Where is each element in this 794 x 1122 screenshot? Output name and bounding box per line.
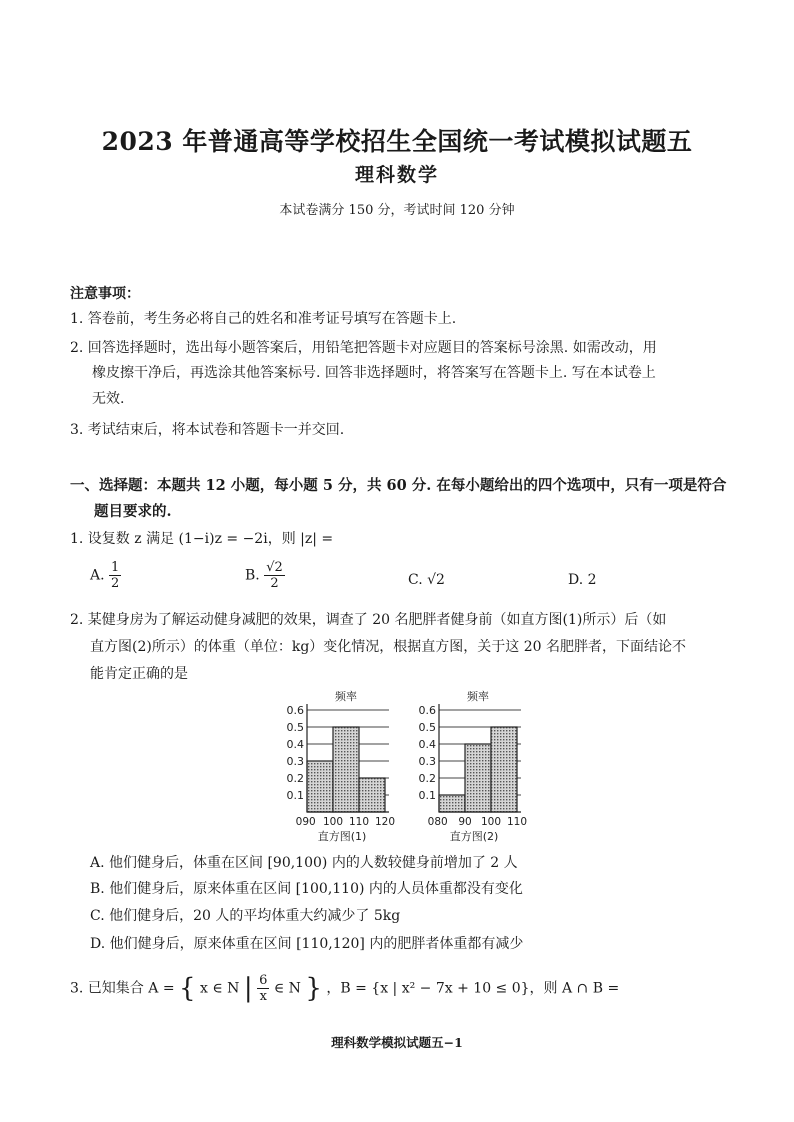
notice-heading: 注意事项：	[70, 286, 140, 302]
option-a-denominator: 2	[111, 576, 120, 591]
x-tick-label: 100	[480, 816, 502, 828]
x-tick-label: 120	[374, 816, 396, 828]
exam-meta: 本试卷满分 150 分，考试时间 120 分钟	[279, 203, 515, 218]
page-footer: 理科数学模拟试题五−1	[331, 1035, 463, 1050]
y-tick-label: 0.6	[418, 704, 436, 717]
histogram-bar	[333, 727, 359, 812]
question-2-option-b: B. 他们健身后，原来体重在区间 [100,110) 内的人员体重都没有变化	[90, 881, 523, 897]
option-b-label: B.	[245, 567, 260, 584]
question-2-option-a: A. 他们健身后，体重在区间 [90,100) 内的人数较健身前增加了 2 人	[90, 855, 518, 871]
chart-caption: 直方图(2)	[449, 830, 499, 843]
question-2-option-d: D. 他们健身后，原来体重在区间 [110,120] 内的肥胖者体重都有减少	[90, 936, 524, 952]
origin-label: 0	[427, 816, 435, 828]
x-tick-label: 90	[458, 816, 472, 828]
y-tick-label: 0.2	[418, 772, 436, 785]
chart-title: 频率	[335, 690, 357, 703]
question-2-stem-1: 2. 某健身房为了解运动健身减肥的效果，调查了 20 名肥胖者健身前（如直方图(1)所示）后（如	[70, 612, 667, 628]
exam-subject: 理科数学	[354, 164, 439, 186]
question-1-option-d: D. 2	[568, 572, 597, 588]
y-tick-label: 0.3	[418, 755, 436, 768]
chart-title: 频率	[467, 690, 489, 703]
exam-title: 2023 年普通高等学校招生全国统一考试模拟试题五	[101, 127, 693, 156]
y-tick-label: 0.5	[418, 721, 436, 734]
set-a-fraction	[257, 973, 269, 1004]
option-b-fraction	[264, 560, 285, 591]
histogram-bar	[307, 761, 333, 812]
question-1-stem: 1. 设复数 z 满足 (1−i)z = −2i，则 |z| =	[70, 531, 334, 547]
option-b-numerator: √2	[266, 560, 283, 575]
option-a-numerator: 1	[111, 560, 120, 575]
y-tick-label: 0.1	[286, 789, 304, 802]
y-tick-label: 0.1	[418, 789, 436, 802]
x-tick-label: 110	[506, 816, 528, 828]
origin-label: 0	[295, 816, 303, 828]
y-tick-label: 0.2	[286, 772, 304, 785]
question-3-rest: ，B = {x | x² − 7x + 10 ≤ 0}，则 A ∩ B =	[326, 980, 620, 997]
x-tick-label: 80	[434, 816, 448, 828]
histogram-1	[287, 689, 396, 843]
histogram-2	[419, 689, 528, 843]
histograms	[275, 688, 545, 846]
y-tick-label: 0.3	[286, 755, 304, 768]
right-brace-icon: }	[305, 973, 322, 1004]
question-3-prefix: 3. 已知集合 A =	[70, 980, 175, 997]
question-3-stem	[70, 973, 619, 1004]
question-1-option-a	[90, 560, 121, 591]
x-tick-label: 110	[348, 816, 370, 828]
section-heading-cont: 题目要求的.	[94, 503, 172, 520]
left-brace-icon: {	[179, 973, 196, 1004]
section-heading: 一、选择题：本题共 12 小题，每小题 5 分，共 60 分. 在每小题给出的四个选项中，只有一项是符合	[70, 477, 727, 494]
set-a-left: x ∈ N	[200, 980, 240, 997]
question-1-option-b	[245, 560, 285, 591]
question-2-stem-3: 能肯定正确的是	[90, 666, 188, 682]
option-a-fraction	[109, 560, 121, 591]
question-2-stem-2: 直方图(2)所示）的体重（单位：kg）变化情况，根据直方图，关于这 20 名肥胖者，下面结论不	[90, 639, 686, 655]
y-tick-label: 0.4	[418, 738, 436, 751]
chart-caption: 直方图(1)	[317, 830, 367, 843]
notice-item-1: 1. 答卷前，考生务必将自己的姓名和准考证号填写在答题卡上.	[70, 311, 457, 327]
x-tick-label: 90	[302, 816, 316, 828]
y-tick-label: 0.5	[286, 721, 304, 734]
notice-item-3: 3. 考试结束后，将本试卷和答题卡一并交回.	[70, 422, 345, 438]
set-a-numerator: 6	[259, 973, 268, 988]
question-2-option-c: C. 他们健身后，20 人的平均体重大约减少了 5kg	[90, 908, 401, 924]
notice-item-2-cont: 橡皮擦干净后，再选涂其他答案标号. 回答非选择题时，将答案写在答题卡上. 写在本试卷上	[92, 365, 656, 381]
y-tick-label: 0.6	[286, 704, 304, 717]
set-a-right: ∈ N	[273, 980, 301, 997]
y-tick-label: 0.4	[286, 738, 304, 751]
question-1-option-c: C. √2	[408, 572, 445, 588]
histogram-bar	[359, 778, 385, 812]
histogram-bar	[465, 744, 491, 812]
x-tick-label: 100	[322, 816, 344, 828]
vertical-bar-icon: |	[243, 973, 253, 1004]
set-a-denominator: x	[259, 989, 267, 1004]
histogram-bar	[439, 795, 465, 812]
notice-item-2: 2. 回答选择题时，选出每小题答案后，用铅笔把答题卡对应题目的答案标号涂黑. 如需改动，用	[70, 340, 657, 356]
option-a-label: A.	[90, 567, 105, 584]
option-b-denominator: 2	[270, 576, 279, 591]
notice-item-2-end: 无效.	[92, 391, 125, 407]
histogram-bar	[491, 727, 517, 812]
